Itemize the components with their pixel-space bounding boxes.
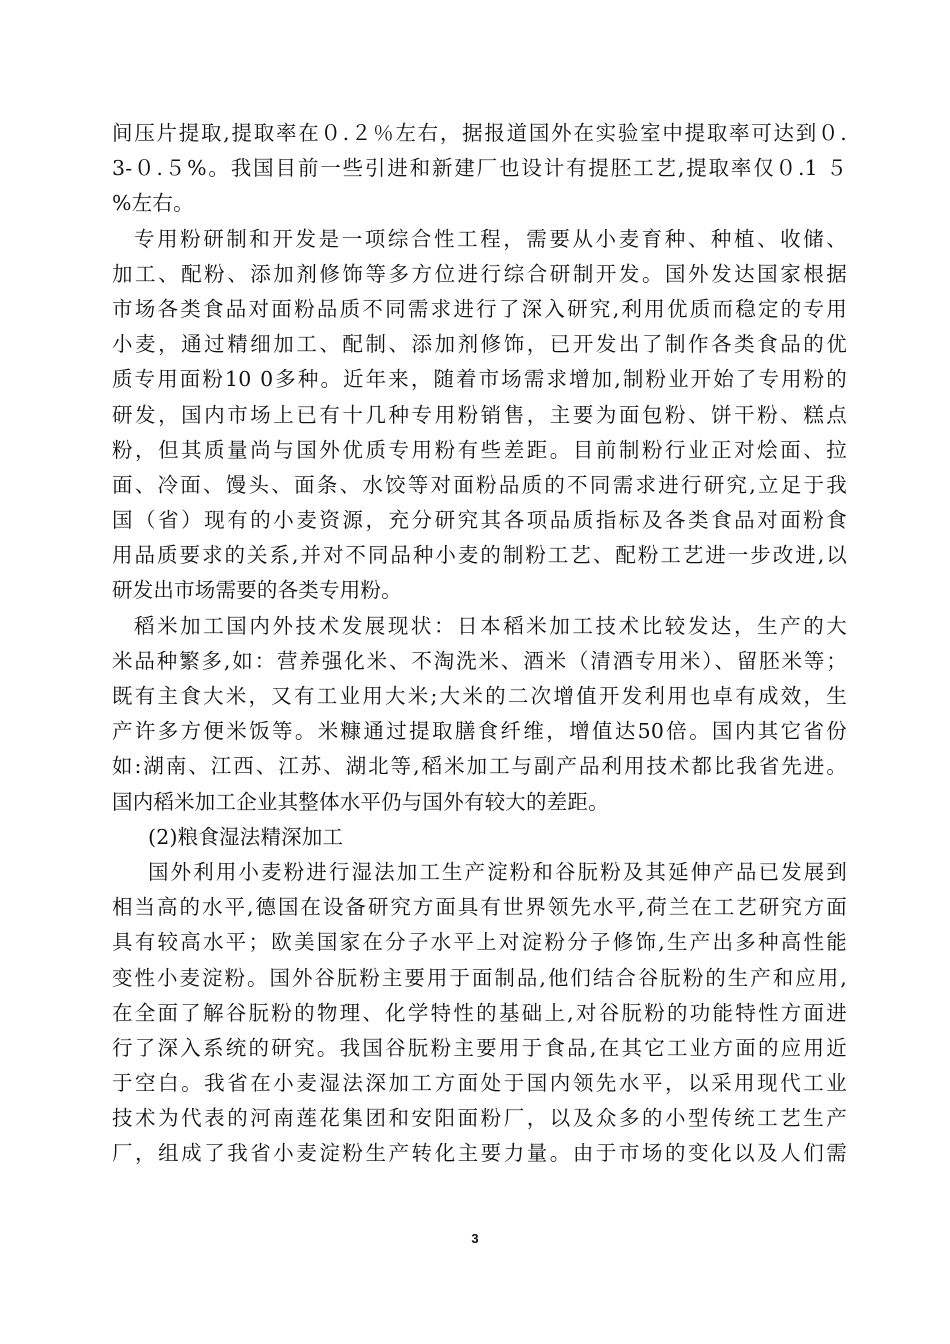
text-line: 既有主食大米，又有工业用大米;大米的二次增值开发利用也卓有成效，生 (112, 684, 847, 708)
text-line: 加工、配粉、添加剂修饰等多方位进行综合研制开发。国外发达国家根据 (112, 261, 847, 286)
text-line: 国（省）现有的小麦资源，充分研究其各项品质指标及各类食品对面粉食 (112, 508, 847, 533)
text-line: (2)粮食湿法精深加工 (148, 824, 344, 849)
body-text (112, 116, 847, 1172)
text-line: 3-０.５%。我国目前一些引进和新建厂也设计有提胚工艺,提取率仅０.1 ５ (112, 156, 847, 181)
text-line: 间压片提取,提取率在０.２％左右，据报道国外在实验室中提取率可达到０. (112, 121, 847, 145)
text-line: 米品种繁多,如：营养强化米、不淘洗米、酒米（清酒专用米）、留胚米等； (112, 648, 847, 673)
text-line: 专用粉研制和开发是一项综合性工程，需要从小麦育种、种植、收储、 (134, 226, 847, 251)
text-line: 市场各类食品对面粉品质不同需求进行了深入研究,利用优质而稳定的专用 (112, 296, 847, 321)
text-line: 具有较高水平；欧美国家在分子水平上对淀粉分子修饰,生产出多种高性能 (112, 930, 847, 955)
page-number: 3 (471, 1231, 479, 1246)
text-line: 厂，组成了我省小麦淀粉生产转化主要力量。由于市场的变化以及人们需 (112, 1141, 847, 1166)
text-line: 国内稻米加工企业其整体水平仍与国外有较大的差距。 (112, 789, 609, 814)
text-line: 粉，但其质量尚与国外优质专用粉有些差距。目前制粉行业正对烩面、拉 (112, 437, 847, 462)
text-line: 国外利用小麦粉进行湿法加工生产淀粉和谷朊粉及其延伸产品已发展到 (148, 859, 847, 884)
text-line: 研发出市场需要的各类专用粉。 (112, 578, 402, 603)
text-line: 稻米加工国内外技术发展现状：日本稻米加工技术比较发达，生产的大 (134, 613, 847, 638)
text-line: 于空白。我省在小麦湿法深加工方面处于国内领先水平，以采用现代工业 (112, 1071, 847, 1096)
text-line: 相当高的水平,德国在设备研究方面具有世界领先水平,荷兰在工艺研究方面 (112, 895, 847, 920)
text-line: 行了深入系统的研究。我国谷朊粉主要用于食品,在其它工业方面的应用近 (112, 1035, 847, 1060)
text-line: 用品质要求的关系,并对不同品种小麦的制粉工艺、配粉工艺进一步改进,以 (112, 543, 847, 568)
text-line: 技术为代表的河南莲花集团和安阳面粉厂，以及众多的小型传统工艺生产 (112, 1106, 847, 1131)
text-line: 面、冷面、馒头、面条、水饺等对面粉品质的不同需求进行研究,立足于我 (112, 472, 847, 497)
text-line: 小麦，通过精细加工、配制、添加剂修饰，已开发出了制作各类食品的优 (112, 332, 847, 357)
text-line: 研发，国内市场上已有十几种专用粉销售，主要为面包粉、饼干粉、糕点 (112, 402, 847, 427)
text-line: 产许多方便米饭等。米糠通过提取膳食纤维，增值达50倍。国内其它省份 (112, 719, 847, 744)
text-line: 在全面了解谷朊粉的物理、化学特性的基础上,对谷朊粉的功能特性方面进 (112, 1000, 847, 1025)
text-line: 质专用面粉10 0多种。近年来，随着市场需求增加,制粉业开始了专用粉的 (112, 367, 847, 392)
text-line: 如:湖南、江西、江苏、湖北等,稻米加工与副产品利用技术都比我省先进。 (112, 754, 847, 779)
text-line: 变性小麦淀粉。国外谷朊粉主要用于面制品,他们结合谷朊粉的生产和应用, (112, 965, 847, 990)
text-line: %左右。 (112, 191, 194, 216)
